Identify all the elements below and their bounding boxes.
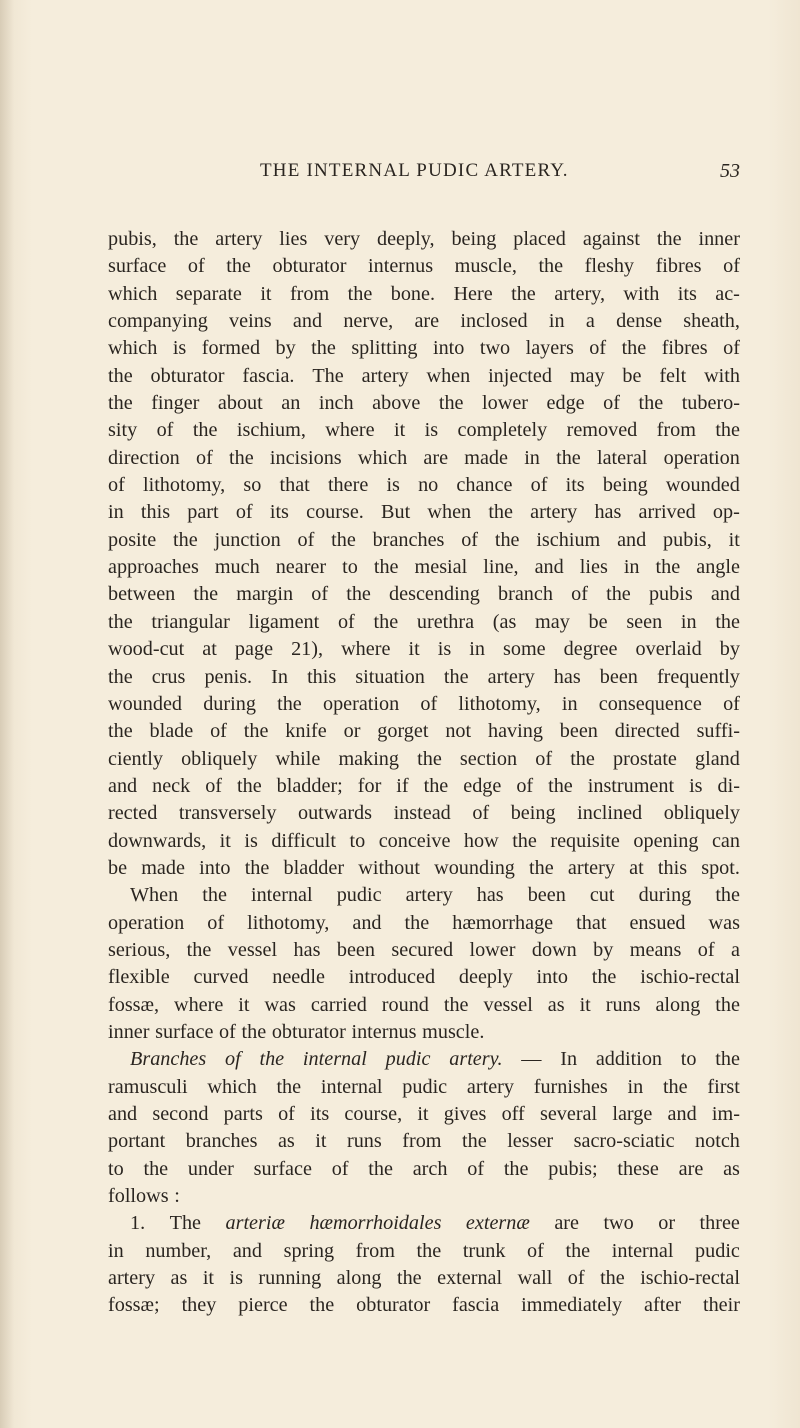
text-line: artery as it is running along the external wall of the ischio-rectal	[108, 1267, 740, 1290]
page-header	[200, 160, 740, 190]
text-line: serious, the vessel has been secured lower down by means of a	[108, 938, 740, 961]
text-line: 1. The arteriæ hæmorrhoidales externæ are two or three	[130, 1212, 740, 1235]
text-line: sity of the ischium, where it is completely removed from the	[108, 419, 740, 442]
text-line: wounded during the operation of lithotomy, in consequence of	[108, 692, 740, 715]
page-number: 53	[720, 160, 740, 182]
text-line: in number, and spring from the trunk of the internal pudic	[108, 1239, 740, 1262]
text-line: of lithotomy, so that there is no chance of its being wounded	[108, 474, 740, 497]
text-line: flexible curved needle introduced deeply into the ischio-rectal	[108, 966, 740, 989]
text-line: direction of the incisions which are made in the lateral operation	[108, 446, 740, 469]
text-line: surface of the obturator internus muscle, the fleshy fibres of	[108, 255, 740, 278]
text-line: fossæ; they pierce the obturator fascia immediately after their	[108, 1294, 740, 1317]
body-text	[108, 226, 740, 1320]
text-line: companying veins and nerve, are inclosed in a dense sheath,	[108, 310, 740, 333]
running-head: THE INTERNAL PUDIC ARTERY.	[260, 160, 569, 181]
text-line: between the margin of the descending branch of the pubis and	[108, 583, 740, 606]
text-line: and second parts of its course, it gives off several large and im-	[108, 1103, 740, 1125]
text-line: inner surface of the obturator internus muscle.	[108, 1020, 485, 1043]
text-line: fossæ, where it was carried round the vessel as it runs along the	[108, 993, 740, 1016]
text-line: which separate it from the bone. Here the artery, with its ac-	[108, 282, 740, 305]
text-line: the triangular ligament of the urethra (as may be seen in the	[108, 610, 740, 633]
text-line: posite the junction of the branches of the ischium and pubis, it	[108, 528, 740, 551]
text-line: which is formed by the splitting into two layers of the fibres of	[108, 337, 740, 360]
spine-shadow	[0, 0, 14, 1428]
text-line: and neck of the bladder; for if the edge of the instrument is di-	[108, 774, 740, 797]
text-line: the crus penis. In this situation the artery has been frequently	[108, 665, 740, 688]
text-line: Branches of the internal pudic artery. — In addition to the	[130, 1048, 740, 1071]
text-line: to the under surface of the arch of the pubis; these are as	[108, 1157, 740, 1180]
text-line: pubis, the artery lies very deeply, being placed against the inner	[108, 228, 740, 250]
text-line: the obturator fascia. The artery when injected may be felt with	[108, 364, 740, 387]
text-line: the blade of the knife or gorget not having been directed suffi-	[108, 720, 740, 743]
text-line: follows :	[108, 1185, 180, 1208]
text-line: portant branches as it runs from the lesser sacro-sciatic notch	[108, 1130, 740, 1153]
text-line: operation of lithotomy, and the hæmorrhage that ensued was	[108, 911, 740, 934]
text-line: ciently obliquely while making the section of the prostate gland	[108, 747, 740, 770]
text-line: When the internal pudic artery has been cut during the	[130, 884, 740, 907]
text-line: the finger about an inch above the lower edge of the tubero-	[108, 392, 740, 415]
text-line: wood-cut at page 21), where it is in some degree overlaid by	[108, 638, 740, 661]
text-line: ramusculi which the internal pudic artery furnishes in the first	[108, 1075, 740, 1098]
text-line: in this part of its course. But when the artery has arrived op-	[108, 501, 740, 524]
text-line: downwards, it is difficult to conceive how the requisite opening can	[108, 829, 740, 852]
text-line: approaches much nearer to the mesial line, and lies in the angle	[108, 556, 740, 579]
text-line: be made into the bladder without wounding the artery at this spot.	[108, 856, 740, 879]
text-line: rected transversely outwards instead of being inclined obliquely	[108, 802, 740, 825]
